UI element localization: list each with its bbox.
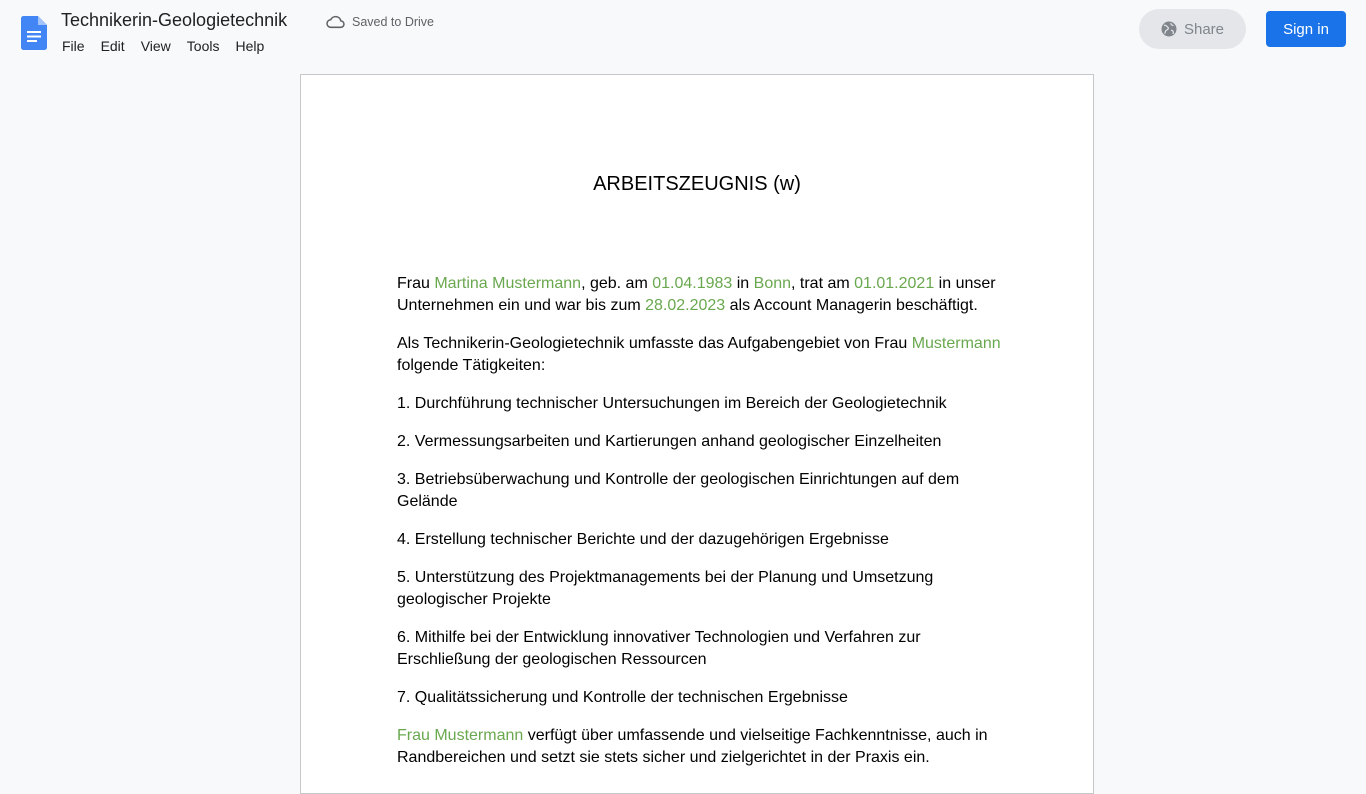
save-status-label: Saved to Drive: [352, 15, 434, 29]
document-page[interactable]: [300, 74, 1094, 794]
share-label: Share: [1183, 20, 1225, 38]
task-item: 4. Erstellung technischer Berichte und der dazugehörigen Ergebnisse: [397, 531, 889, 548]
employee-surname: Mustermann: [911, 335, 1001, 352]
task-item: 7. Qualitätssicherung und Kontrolle der technischen Ergebnisse: [397, 689, 848, 706]
text-run: , trat am: [791, 275, 855, 292]
menu-help[interactable]: Help: [235, 38, 265, 54]
task-item: 1. Durchführung technischer Untersuchungen im Bereich der Geologietechnik: [397, 395, 947, 412]
text-run: Als Technikerin-Geologietechnik umfasste das Aufgabengebiet von Frau: [397, 335, 912, 352]
menu-edit[interactable]: Edit: [100, 38, 125, 54]
text-run: folgende Tätigkeiten:: [397, 357, 546, 374]
birth-place: Bonn: [753, 275, 792, 292]
text-run: als Account Managerin beschäftigt.: [725, 297, 978, 314]
tasks-intro-paragraph: [397, 333, 1007, 377]
closing-paragraph: [397, 725, 1007, 769]
birth-date: 01.04.1983: [652, 275, 733, 292]
menu-tools[interactable]: Tools: [186, 38, 220, 54]
task-item: 3. Betriebsüberwachung und Kontrolle der geologischen Einrichtungen auf dem Gelände: [397, 471, 960, 510]
task-item: 5. Unterstützung des Projektmanagements bei der Planung und Umsetzung geologischer Projekte: [397, 569, 934, 608]
text-run: in unser Unternehmen ein und war bis zum: [397, 275, 996, 314]
menu-bar: [54, 37, 272, 55]
employee-name-closing: Frau Mustermann: [397, 727, 524, 744]
document-body: [397, 273, 1007, 785]
document-heading: ARBEITSZEUGNIS (w): [593, 173, 801, 195]
task-item: 6. Mithilfe bei der Entwicklung innovativer Technologien und Verfahren zur Erschließung der geologischen Ressourcen: [397, 629, 921, 668]
end-date: 28.02.2023: [645, 297, 726, 314]
menu-file[interactable]: File: [62, 38, 85, 54]
globe-icon: [1161, 21, 1177, 37]
document-title[interactable]: Technikerin-Geologietechnik: [61, 10, 288, 30]
save-status[interactable]: [326, 15, 434, 29]
sign-in-button[interactable]: Sign in: [1266, 11, 1346, 47]
menu-view[interactable]: View: [140, 38, 171, 54]
task-item: 2. Vermessungsarbeiten und Kartierungen anhand geologischer Einzelheiten: [397, 433, 942, 450]
text-run: verfügt über umfassende und vielseitige Fachkenntnisse, auch in Randbereichen und setzt sie stets sicher und zielgerichtet in der Praxis ein.: [397, 727, 988, 766]
employee-name: Martina Mustermann: [434, 275, 582, 292]
cloud-done-icon: [326, 15, 345, 29]
share-button[interactable]: [1139, 9, 1246, 49]
text-run: Frau: [397, 275, 435, 292]
intro-paragraph: [397, 273, 1007, 317]
text-run: , geb. am: [581, 275, 653, 292]
start-date: 01.01.2021: [854, 275, 935, 292]
docs-logo-icon[interactable]: [21, 16, 47, 50]
text-run: in: [732, 275, 754, 292]
